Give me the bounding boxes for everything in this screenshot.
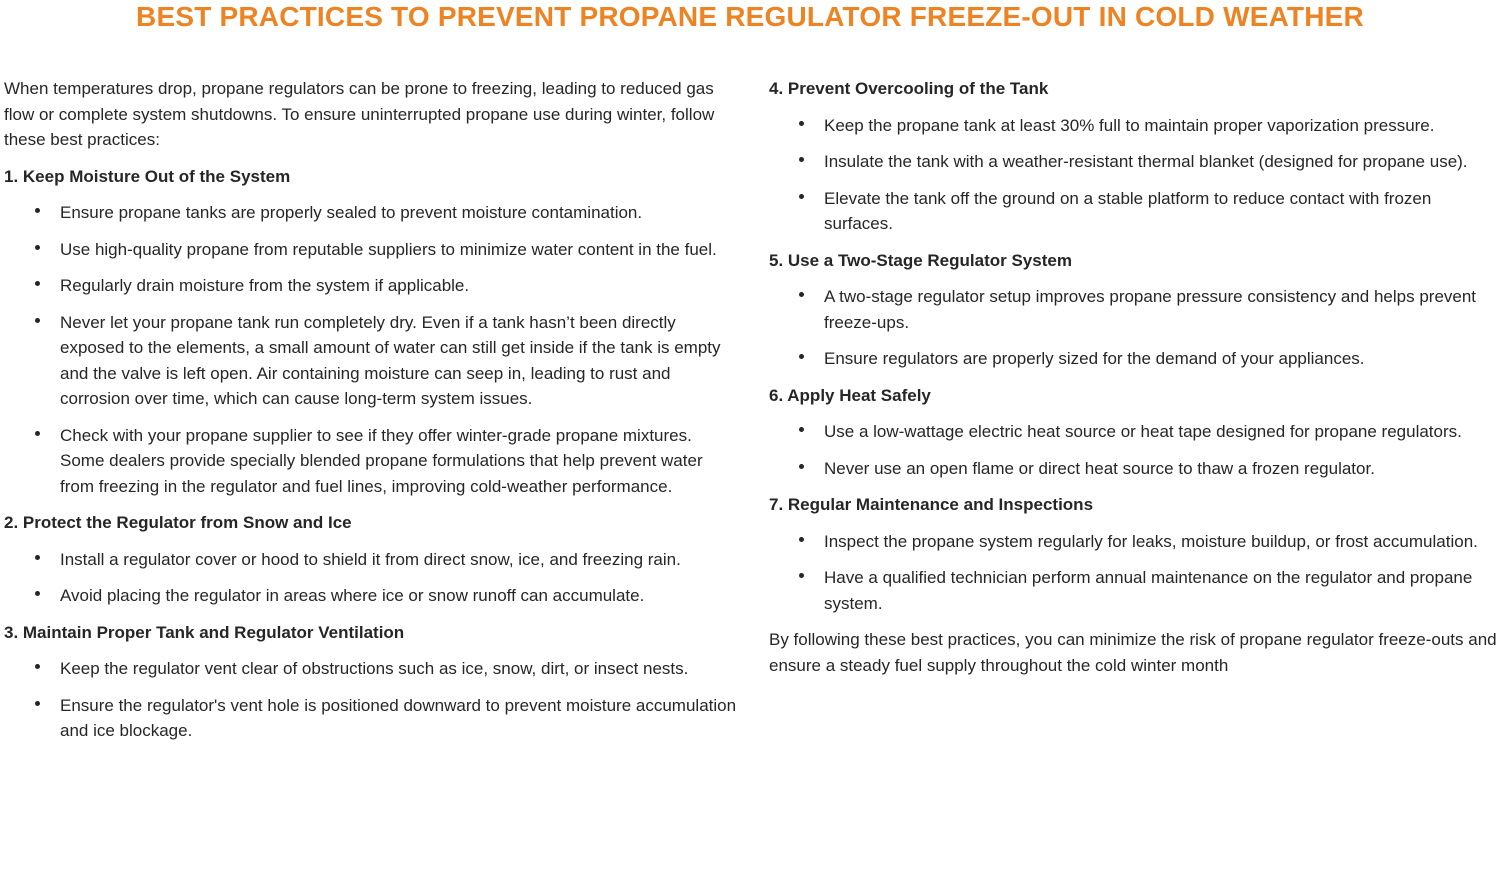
list-item: [769, 113, 1497, 139]
bullet-text: Elevate the tank off the ground on a stable platform to reduce contact with frozen surfaces.: [824, 188, 1432, 233]
list-item: [4, 423, 739, 500]
list-item: [769, 565, 1497, 616]
bullet-text: Never use an open flame or direct heat source to thaw a frozen regulator.: [824, 458, 1375, 478]
bullet-icon: [35, 281, 40, 286]
bullet-icon: [799, 573, 804, 578]
list-item: [4, 273, 739, 299]
bullet-icon: [35, 431, 40, 436]
list-item: [4, 693, 739, 744]
bullet-icon: [35, 245, 40, 250]
bullet-text: Insulate the tank with a weather-resistant thermal blanket (designed for propane use).: [824, 152, 1468, 171]
list-item: [769, 529, 1497, 555]
bullet-icon: [799, 292, 804, 297]
list-item: [769, 284, 1497, 335]
bullet-text: Inspect the propane system regularly for leaks, moisture buildup, or frost accumulation.: [824, 531, 1478, 551]
section-heading-4: 4. Prevent Overcooling of the Tank: [769, 79, 1049, 98]
list-item: [769, 419, 1497, 445]
section-heading-2: 2. Protect the Regulator from Snow and Ice: [4, 513, 352, 532]
bullet-icon: [35, 701, 40, 706]
bullet-text: Check with your propane supplier to see if they offer winter-grade propane mixtures. Some dealers provide specially blended propane formulations that help prevent water from freezing in the regulator and fuel lines, improving cold-weather performance.: [60, 425, 703, 496]
right-column: [769, 76, 1497, 755]
bullet-icon: [799, 121, 804, 126]
list-item: [4, 547, 739, 573]
bullet-icon: [35, 591, 40, 596]
two-column-layout: [0, 76, 1500, 755]
bullet-text: Ensure the regulator's vent hole is positioned downward to prevent moisture accumulation and ice blockage.: [60, 695, 737, 740]
bullet-icon: [35, 555, 40, 560]
section-heading-3: 3. Maintain Proper Tank and Regulator Ventilation: [4, 622, 405, 642]
bullet-icon: [799, 157, 804, 162]
bullet-icon: [799, 537, 804, 542]
bullet-icon: [799, 427, 804, 432]
bullet-text: Avoid placing the regulator in areas where ice or snow runoff can accumulate.: [60, 586, 645, 605]
bullet-icon: [799, 354, 804, 359]
bullet-text: Use high-quality propane from reputable suppliers to minimize water content in the fuel.: [60, 239, 717, 259]
bullet-text: Have a qualified technician perform annual maintenance on the regulator and propane system.: [824, 568, 1473, 613]
section-heading-5: 5. Use a Two-Stage Regulator System: [769, 250, 1072, 270]
bullet-icon: [35, 318, 40, 323]
bullet-text: Regularly drain moisture from the system if applicable.: [60, 276, 470, 295]
bullet-text: Install a regulator cover or hood to shield it from direct snow, ice, and freezing rain.: [60, 549, 681, 569]
bullet-text: Keep the regulator vent clear of obstructions such as ice, snow, dirt, or insect nests.: [60, 659, 689, 678]
list-item: [4, 237, 739, 263]
list-item: [4, 310, 739, 412]
list-item: [4, 583, 739, 609]
bullet-text: Keep the propane tank at least 30% full to maintain proper vaporization pressure.: [824, 115, 1435, 135]
intro-paragraph: When temperatures drop, propane regulators can be prone to freezing, leading to reduced gas flow or complete system shutdowns. To ensure uninterrupted propane use during winter, follow these best practices:: [4, 79, 715, 149]
bullet-icon: [35, 664, 40, 669]
section-heading-7: 7. Regular Maintenance and Inspections: [769, 495, 1094, 514]
section-heading-1: 1. Keep Moisture Out of the System: [4, 166, 291, 186]
list-item: [4, 656, 739, 682]
bullet-text: Never let your propane tank run completely dry. Even if a tank hasn’t been directly exposed to the elements, a small amount of water can still get inside if the tank is empty and the valve is left open. Air containing moisture can seep in, leading to rust and corrosion over time, which can cause long-term system issues.: [60, 312, 721, 408]
section-heading-6: 6. Apply Heat Safely: [769, 385, 931, 405]
list-item: [769, 346, 1497, 372]
bullet-text: Use a low-wattage electric heat source or heat tape designed for propane regulators.: [824, 422, 1462, 441]
list-item: [769, 456, 1497, 482]
page-title: BEST PRACTICES TO PREVENT PROPANE REGULATOR FREEZE-OUT IN COLD WEATHER: [136, 1, 1364, 32]
bullet-icon: [35, 208, 40, 213]
left-column: [4, 76, 739, 755]
bullet-text: Ensure propane tanks are properly sealed to prevent moisture contamination.: [60, 203, 643, 222]
list-item: [769, 149, 1497, 175]
bullet-icon: [799, 464, 804, 469]
list-item: [4, 200, 739, 226]
bullet-icon: [799, 194, 804, 199]
list-item: [769, 186, 1497, 237]
closing-paragraph: By following these best practices, you can minimize the risk of propane regulator freeze-outs and ensure a steady fuel supply throughout the cold winter month: [769, 630, 1497, 675]
bullet-text: A two-stage regulator setup improves propane pressure consistency and helps prevent freeze-ups.: [824, 287, 1477, 332]
bullet-text: Ensure regulators are properly sized for the demand of your appliances.: [824, 349, 1365, 368]
